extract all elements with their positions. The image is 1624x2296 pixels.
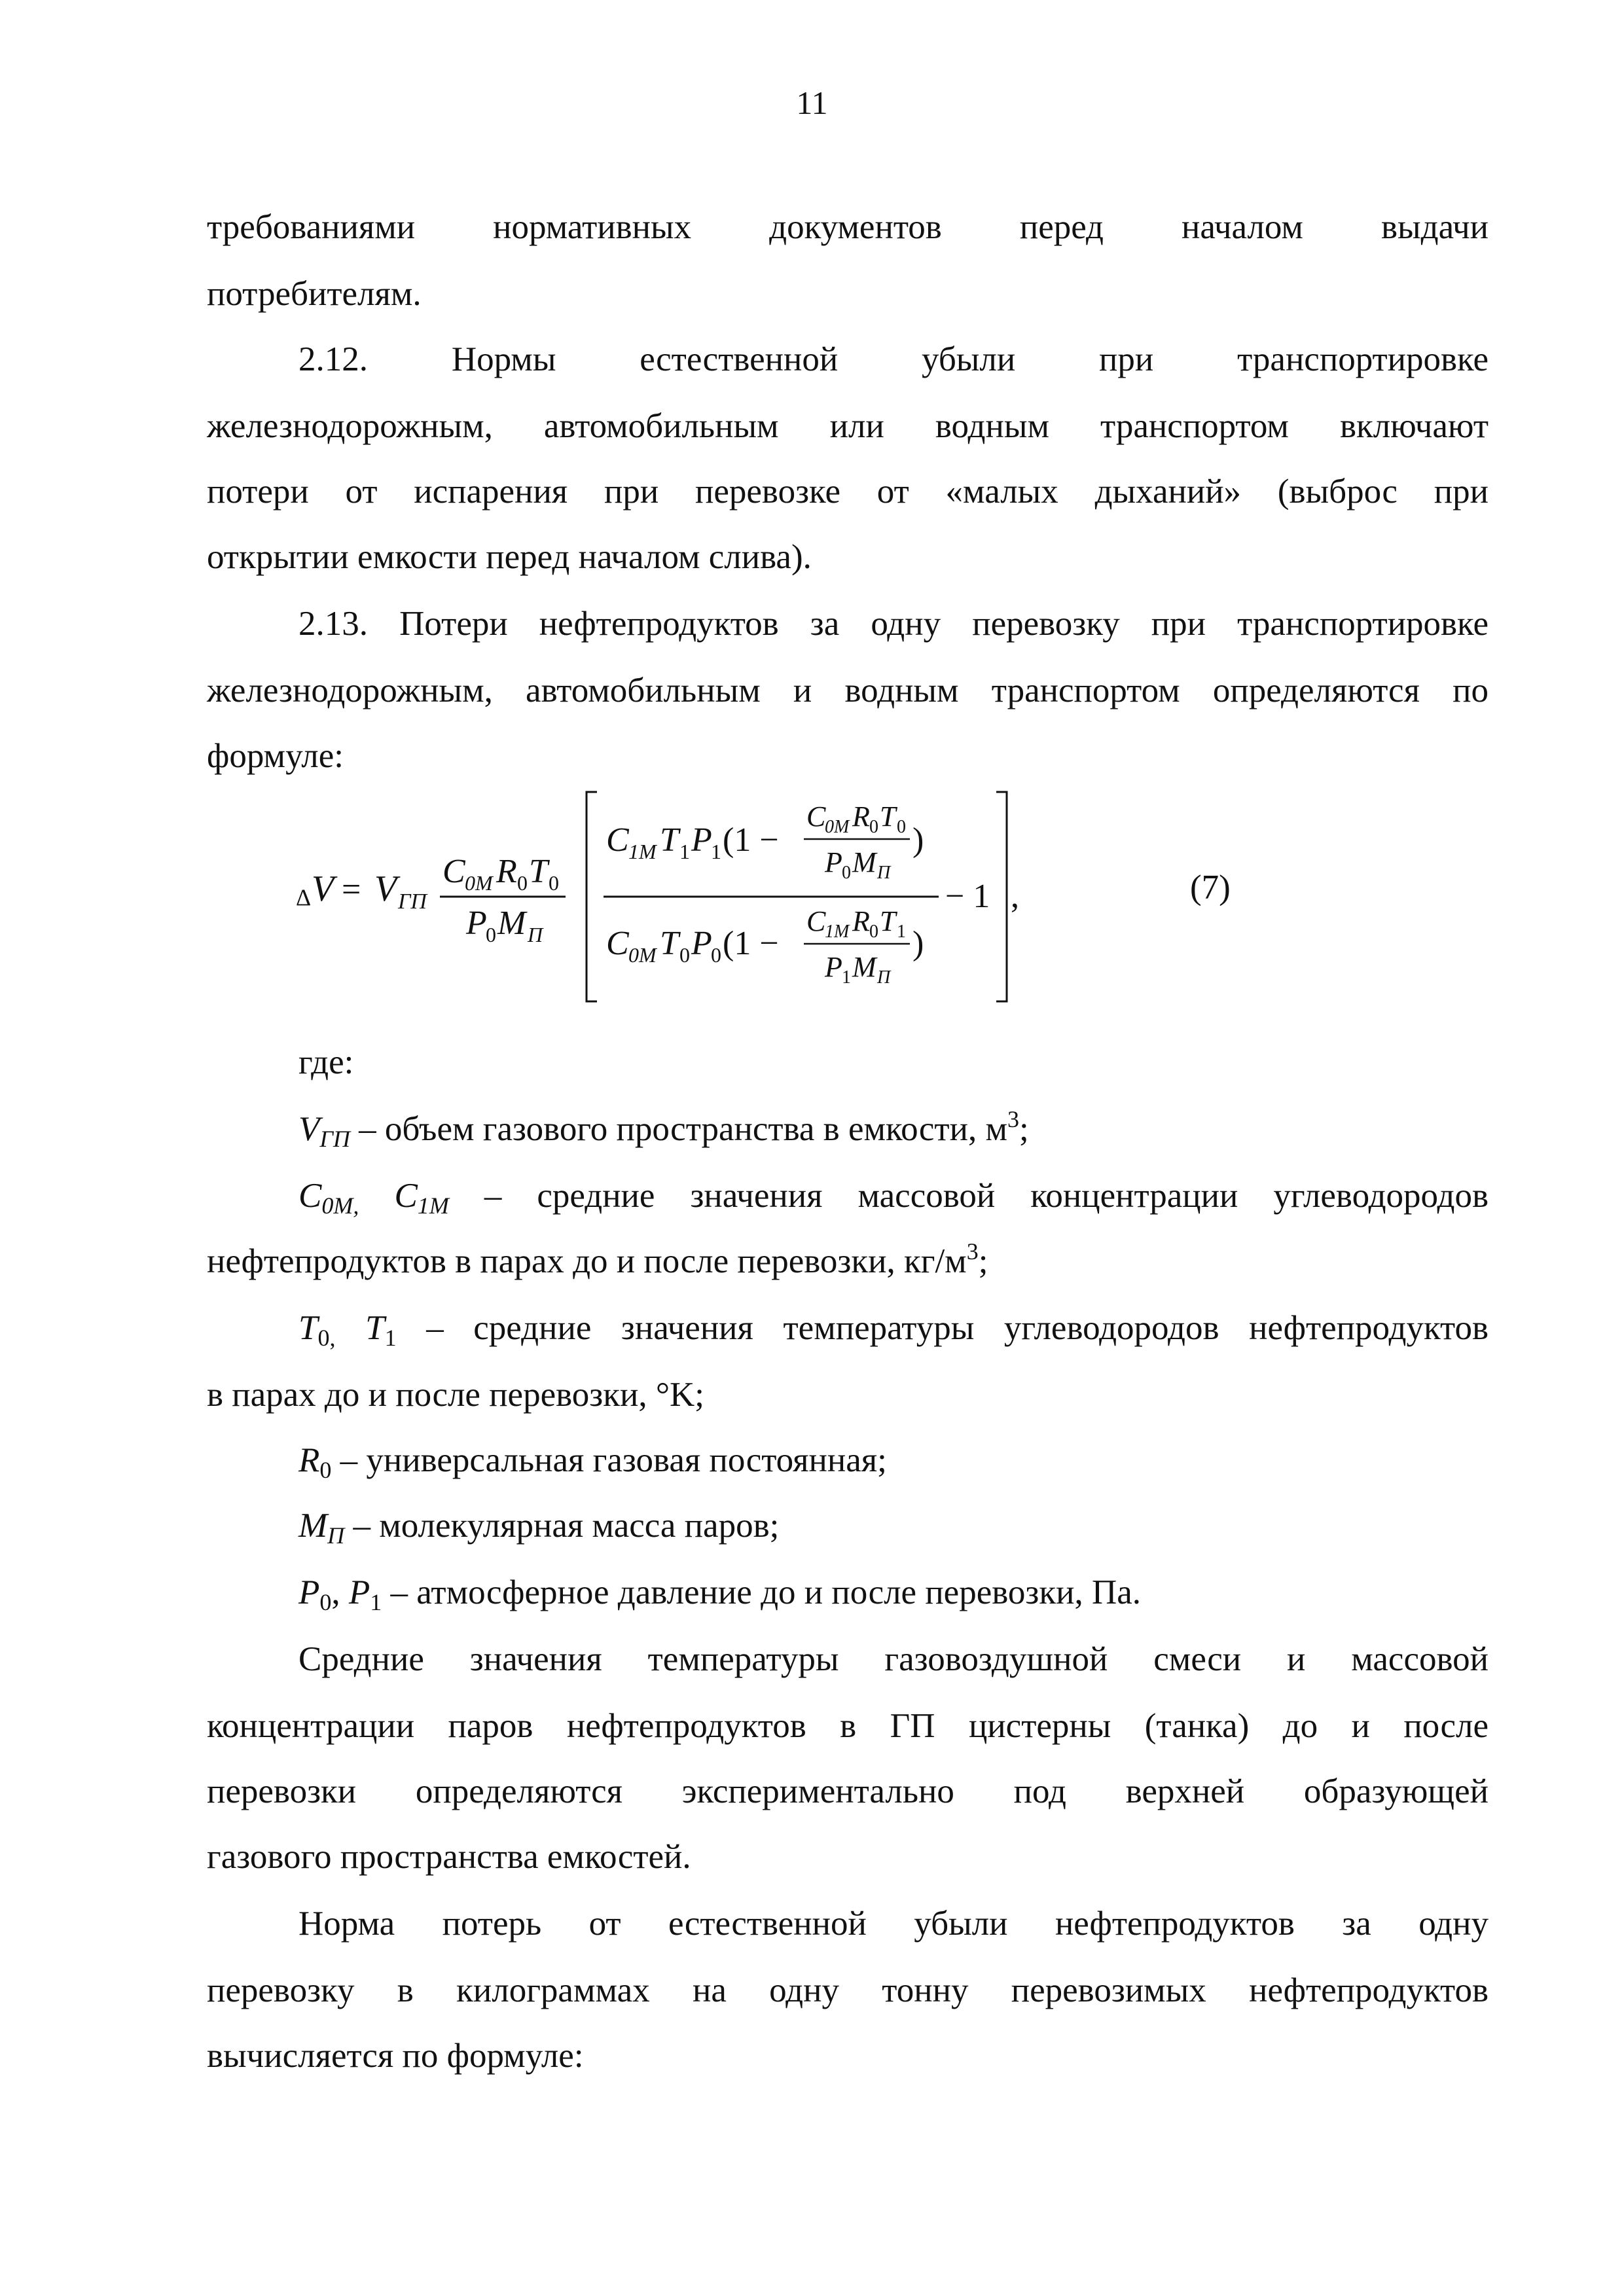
svg-text:C: C bbox=[806, 800, 826, 833]
formula-7 bbox=[288, 779, 1296, 1014]
formula-left-fraction bbox=[440, 853, 566, 946]
svg-text:(1 −: (1 − bbox=[723, 925, 779, 962]
paragraph-line: концентрации паров нефтепродуктов в ГП цистерны (танка) до и после bbox=[207, 1707, 1489, 1745]
svg-text:P: P bbox=[825, 846, 842, 878]
svg-text:0: 0 bbox=[897, 817, 906, 837]
svg-text:): ) bbox=[912, 821, 924, 859]
svg-text:1: 1 bbox=[679, 840, 690, 863]
svg-text:P: P bbox=[825, 951, 842, 983]
svg-text:П: П bbox=[877, 863, 891, 883]
paragraph-line: газового пространства емкостей. bbox=[207, 1838, 691, 1876]
paragraph-line: перевозку в килограммах на одну тонну перевозимых нефтепродуктов bbox=[207, 1971, 1489, 2009]
formula-comma: , bbox=[1011, 878, 1019, 915]
paragraph-line: потери от испарения при перевозке от «малых дыханий» (выброс при bbox=[207, 473, 1489, 511]
definition-c: $C_{0M,}$ $C_{1M}$ – средние значения массовой концентрации углеводородов bbox=[298, 1177, 1489, 1219]
svg-text:0: 0 bbox=[869, 817, 878, 837]
svg-text:1: 1 bbox=[897, 922, 906, 942]
svg-text:R: R bbox=[496, 853, 517, 890]
svg-text:0M: 0M bbox=[465, 871, 493, 895]
where-label: где: bbox=[298, 1043, 354, 1081]
paragraph-line: открытии емкости перед началом слива). bbox=[207, 538, 812, 576]
paragraph-line: потребителям. bbox=[207, 275, 422, 313]
svg-text:M: M bbox=[852, 846, 876, 878]
definition-p: $P_0$, $P_1$ – атмосферное давление до и после перевозки, Па. bbox=[298, 1573, 1141, 1616]
svg-text:C: C bbox=[606, 821, 629, 859]
svg-text:P: P bbox=[466, 905, 487, 942]
svg-text:P: P bbox=[691, 925, 712, 962]
formula-minus-one: − 1 bbox=[945, 878, 990, 915]
svg-text:П: П bbox=[877, 967, 891, 988]
formula-right-bracket bbox=[996, 792, 1007, 1001]
definition-vgp: $V_{ГП}$ – объем газового пространства в емкости, $м^3$; bbox=[298, 1106, 1029, 1153]
formula-vgp: V bbox=[374, 869, 397, 909]
paragraph-line: Средние значения температуры газовоздушной смеси и массовой bbox=[298, 1640, 1489, 1678]
definition-c-cont: нефтепродуктов в парах до и после перевозки, $кг/м^3$; bbox=[207, 1238, 988, 1280]
formula-vgp-sub: ГП bbox=[398, 889, 427, 914]
equation-number: (7) bbox=[1190, 869, 1231, 906]
definition-r: $R_0$ – универсальная газовая постоянная; bbox=[298, 1441, 887, 1484]
svg-text:M: M bbox=[852, 951, 876, 983]
paragraph-line: 2.13. Потери нефтепродуктов за одну перевозку при транспортировке bbox=[298, 605, 1489, 643]
svg-text:T: T bbox=[660, 925, 679, 962]
svg-text:0: 0 bbox=[549, 871, 559, 895]
svg-text:0: 0 bbox=[711, 943, 721, 967]
svg-text:(1 −: (1 − bbox=[723, 821, 779, 859]
page-number: 11 bbox=[796, 84, 828, 121]
paragraph-line: формуле: bbox=[207, 737, 344, 775]
svg-text:): ) bbox=[912, 925, 924, 962]
svg-text:P: P bbox=[691, 821, 712, 859]
svg-text:0: 0 bbox=[679, 943, 690, 967]
formula-main-numerator bbox=[606, 800, 924, 883]
svg-text:0: 0 bbox=[486, 923, 496, 946]
svg-text:0: 0 bbox=[869, 922, 878, 942]
formula-main-denominator bbox=[606, 905, 924, 988]
svg-text:C: C bbox=[606, 925, 629, 962]
definition-t: $T_{0,}$ $T_1$ – средние значения температуры углеводородов нефтепродуктов bbox=[298, 1309, 1489, 1352]
definition-t-cont: в парах до и после перевозки, °K; bbox=[207, 1376, 705, 1414]
svg-text:M: M bbox=[497, 905, 526, 942]
formula-left-bracket bbox=[586, 792, 597, 1001]
svg-text:П: П bbox=[528, 923, 543, 946]
paragraph-line: вычисляется по формуле: bbox=[207, 2037, 584, 2075]
svg-text:C: C bbox=[806, 905, 826, 937]
paragraph-line: требованиями нормативных документов перед началом выдачи bbox=[207, 208, 1489, 246]
formula-delta: Δ bbox=[296, 884, 312, 910]
formula-equals: = bbox=[342, 871, 361, 908]
svg-text:C: C bbox=[442, 853, 465, 890]
svg-text:R: R bbox=[852, 905, 870, 937]
svg-text:0M: 0M bbox=[628, 943, 657, 967]
svg-text:T: T bbox=[880, 905, 896, 937]
paragraph-line: 2.12. Нормы естественной убыли при транспортировке bbox=[298, 340, 1489, 378]
svg-text:0: 0 bbox=[517, 871, 528, 895]
paragraph-line: железнодорожным, автомобильным или водным транспортом включают bbox=[207, 407, 1489, 445]
svg-text:T: T bbox=[529, 853, 548, 890]
definition-m: $M_П$ – молекулярная масса паров; bbox=[298, 1507, 780, 1549]
svg-text:1M: 1M bbox=[825, 922, 850, 942]
svg-text:R: R bbox=[852, 800, 870, 833]
paragraph-line: железнодорожным, автомобильным и водным транспортом определяются по bbox=[207, 672, 1489, 709]
formula-v: V bbox=[312, 869, 334, 909]
svg-text:1: 1 bbox=[842, 967, 851, 988]
paragraph-line: Норма потерь от естественной убыли нефтепродуктов за одну bbox=[298, 1905, 1489, 1943]
svg-text:1M: 1M bbox=[628, 840, 657, 863]
svg-text:T: T bbox=[660, 821, 679, 859]
svg-text:1: 1 bbox=[711, 840, 721, 863]
paragraph-line: перевозки определяются экспериментально под верхней образующей bbox=[207, 1772, 1489, 1810]
svg-text:0: 0 bbox=[842, 863, 851, 883]
svg-text:T: T bbox=[880, 800, 896, 833]
svg-text:0M: 0M bbox=[825, 817, 850, 837]
